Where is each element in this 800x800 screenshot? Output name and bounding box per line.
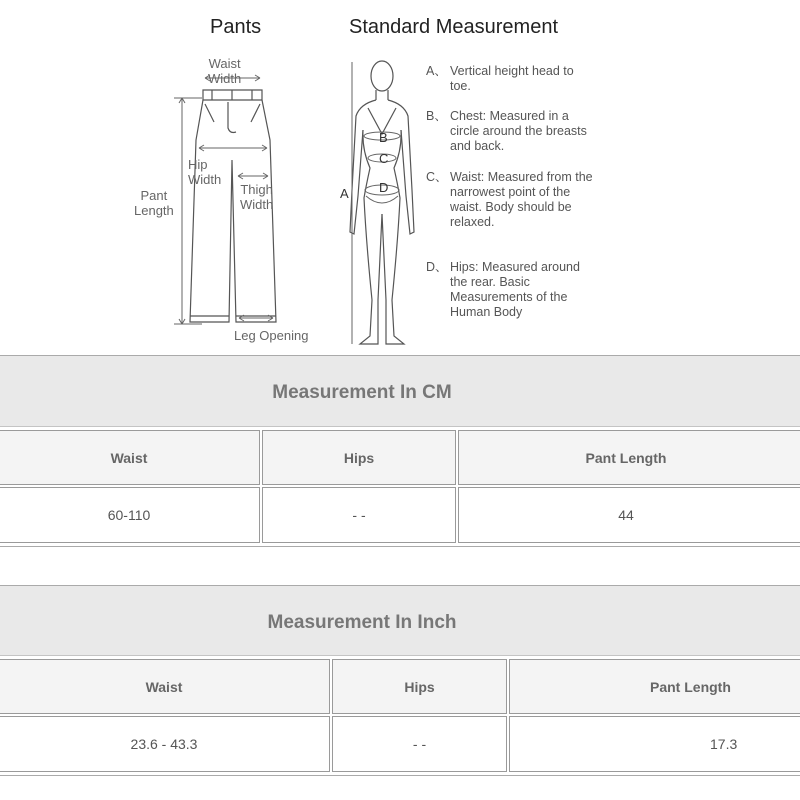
cm-cell-hips: - - (262, 487, 456, 543)
standard-measurement-title: Standard Measurement (349, 16, 559, 38)
cm-header-hips: Hips (262, 430, 456, 485)
note-b (426, 109, 596, 154)
inch-table-title-band (0, 585, 800, 656)
inch-cell-waist: 23.6 - 43.3 (0, 716, 330, 772)
note-a (426, 64, 596, 94)
cm-header-pant-length: Pant Length (458, 430, 800, 485)
body-figure (0, 0, 800, 360)
pant-length-label: Pant Length (134, 188, 174, 218)
note-key: C、 (426, 170, 448, 184)
leg-opening-label: Leg Opening (234, 328, 309, 343)
cm-table-title-band (0, 355, 800, 427)
cm-table-bottom-rule (0, 546, 800, 547)
waist-width-label: Waist Width (208, 56, 242, 86)
note-c (426, 170, 596, 230)
cm-cell-waist: 60-110 (0, 487, 260, 543)
cm-table-title: Measurement In CM (272, 382, 452, 403)
letter-b: B (379, 130, 388, 145)
note-text: Waist: Measured from the narrowest point of the waist. Body should be relaxed. (450, 170, 593, 229)
note-text: Chest: Measured in a circle around the breasts and back. (450, 109, 587, 153)
inch-header-pant-length: Pant Length (509, 659, 800, 714)
letter-c: C (379, 151, 389, 166)
inch-cell-pant-length: 17.3 (509, 716, 800, 772)
inch-cell-hips: - - (332, 716, 507, 772)
cm-cell-pant-length: 44 (458, 487, 800, 543)
note-text: Vertical height head to toe. (450, 64, 574, 93)
letter-d: D (379, 180, 389, 195)
inch-table-bottom-rule (0, 775, 800, 776)
thigh-width-label: Thigh Width (240, 182, 274, 212)
inch-header-waist: Waist (0, 659, 330, 714)
note-d (426, 260, 596, 320)
inch-table-title: Measurement In Inch (267, 612, 457, 633)
pants-title: Pants (210, 16, 262, 38)
hip-width-label: Hip Width (188, 157, 222, 187)
note-key: D、 (426, 260, 448, 274)
inch-header-hips: Hips (332, 659, 507, 714)
letter-a: A (340, 186, 349, 201)
note-key: B、 (426, 109, 447, 123)
note-key: A、 (426, 64, 447, 78)
cm-header-waist: Waist (0, 430, 260, 485)
note-text: Hips: Measured around the rear. Basic Measurements of the Human Body (450, 260, 580, 319)
